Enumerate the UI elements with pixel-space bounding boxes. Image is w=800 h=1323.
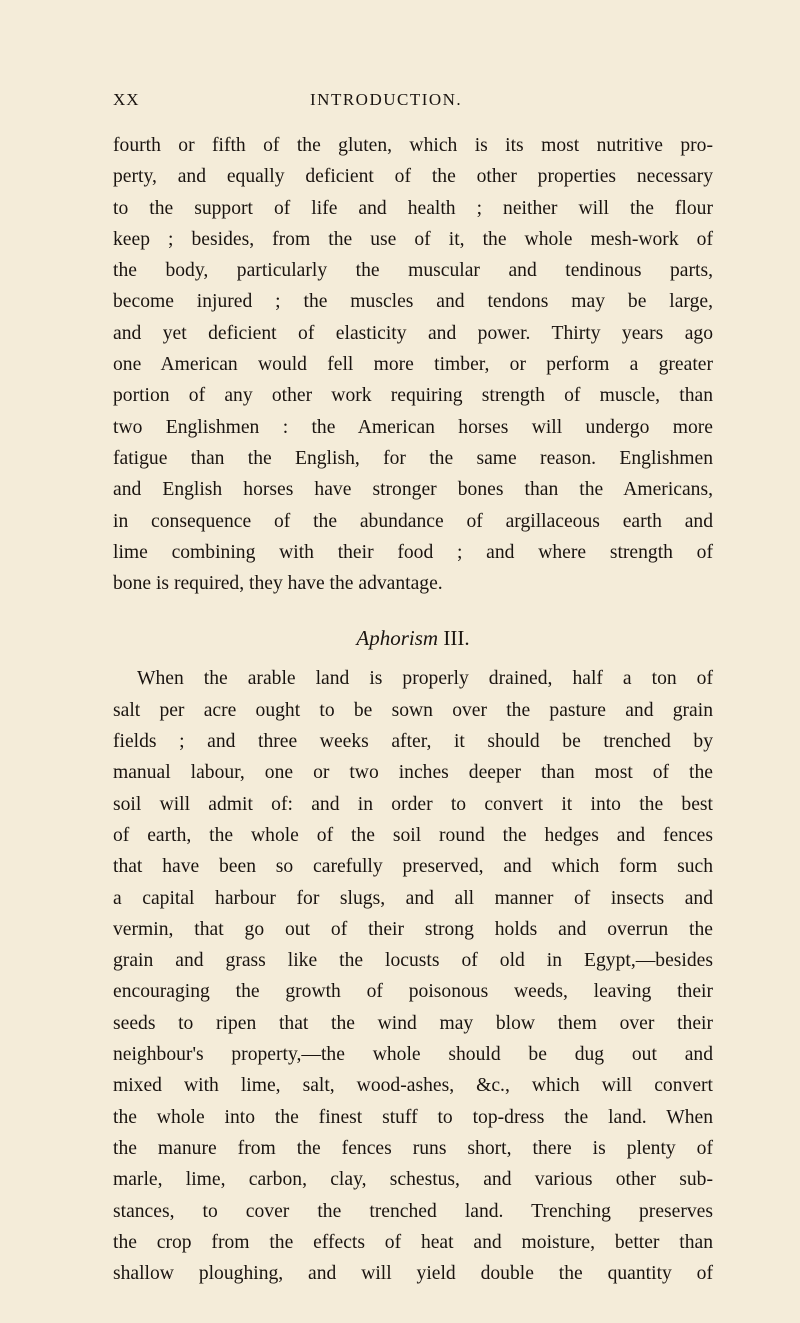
text-line: fatigue than the English, for the same reason. Englishmen bbox=[113, 447, 713, 469]
text-line: manual labour, one or two inches deeper than most of the bbox=[113, 762, 713, 784]
text-line: the whole into the finest stuff to top-dress the land. When bbox=[113, 1106, 713, 1128]
text-line: seeds to ripen that the wind may blow them over their bbox=[113, 1012, 713, 1034]
text-line: and English horses have stronger bones than the Americans, bbox=[113, 479, 713, 501]
text-line: mixed with lime, salt, wood-ashes, &c., which will convert bbox=[113, 1075, 713, 1097]
text-line: the body, particularly the muscular and tendinous parts, bbox=[113, 260, 713, 282]
text-line: lime combining with their food ; and where strength of bbox=[113, 541, 713, 563]
text-line: the manure from the fences runs short, there is plenty of bbox=[113, 1137, 713, 1159]
text-line: of earth, the whole of the soil round the hedges and fences bbox=[113, 824, 713, 846]
text-line: fourth or fifth of the gluten, which is its most nutritive pro- bbox=[113, 135, 713, 156]
text-line: portion of any other work requiring strength of muscle, than bbox=[113, 385, 713, 407]
text-line: marle, lime, carbon, clay, schestus, and various other sub- bbox=[113, 1169, 713, 1191]
text-line: become injured ; the muscles and tendons may be large, bbox=[113, 291, 713, 313]
running-head bbox=[113, 90, 693, 112]
paragraph-2 bbox=[113, 663, 713, 1289]
text-line: keep ; besides, from the use of it, the whole mesh-work of bbox=[113, 228, 713, 250]
text-line: neighbour's property,—the whole should be dug out and bbox=[113, 1044, 713, 1066]
text-line: to the support of life and health ; neither will the flour bbox=[113, 197, 713, 219]
text-line: vermin, that go out of their strong holds and overrun the bbox=[113, 918, 713, 940]
aphorism-word: Aphorism bbox=[356, 626, 439, 651]
text-line: grain and grass like the locusts of old in Egypt,—besides bbox=[113, 950, 713, 972]
text-line: When the arable land is properly drained, half a ton of bbox=[137, 668, 713, 690]
text-line: and yet deficient of elasticity and power. Thirty years ago bbox=[113, 322, 713, 344]
text-line: soil will admit of: and in order to convert it into the best bbox=[113, 793, 713, 815]
text-line: that have been so carefully preserved, and which form such bbox=[113, 856, 713, 878]
running-title: INTRODUCTION. bbox=[310, 90, 463, 109]
paragraph-1 bbox=[113, 130, 713, 599]
text-line: a capital harbour for slugs, and all manner of insects and bbox=[113, 887, 713, 909]
aphorism-heading bbox=[113, 599, 713, 663]
text-line: in consequence of the abundance of argillaceous earth and bbox=[113, 510, 713, 532]
text-line: two Englishmen : the American horses will undergo more bbox=[113, 416, 713, 438]
text-line: fields ; and three weeks after, it should be trenched by bbox=[113, 731, 713, 753]
aphorism-number: III. bbox=[443, 626, 470, 651]
text-line: perty, and equally deficient of the other properties necessary bbox=[113, 166, 713, 188]
text-line: bone is required, they have the advantage. bbox=[113, 573, 443, 595]
text-line: the crop from the effects of heat and moisture, better than bbox=[113, 1231, 713, 1253]
text-line: one American would fell more timber, or perform a greater bbox=[113, 354, 713, 376]
text-line: shallow ploughing, and will yield double the quantity of bbox=[113, 1263, 713, 1285]
text-line: salt per acre ought to be sown over the pasture and grain bbox=[113, 699, 713, 721]
text-line: encouraging the growth of poisonous weeds, leaving their bbox=[113, 981, 713, 1003]
page-number: XX bbox=[113, 90, 140, 109]
body-text bbox=[113, 130, 713, 1289]
text-line: stances, to cover the trenched land. Trenching preserves bbox=[113, 1200, 713, 1222]
